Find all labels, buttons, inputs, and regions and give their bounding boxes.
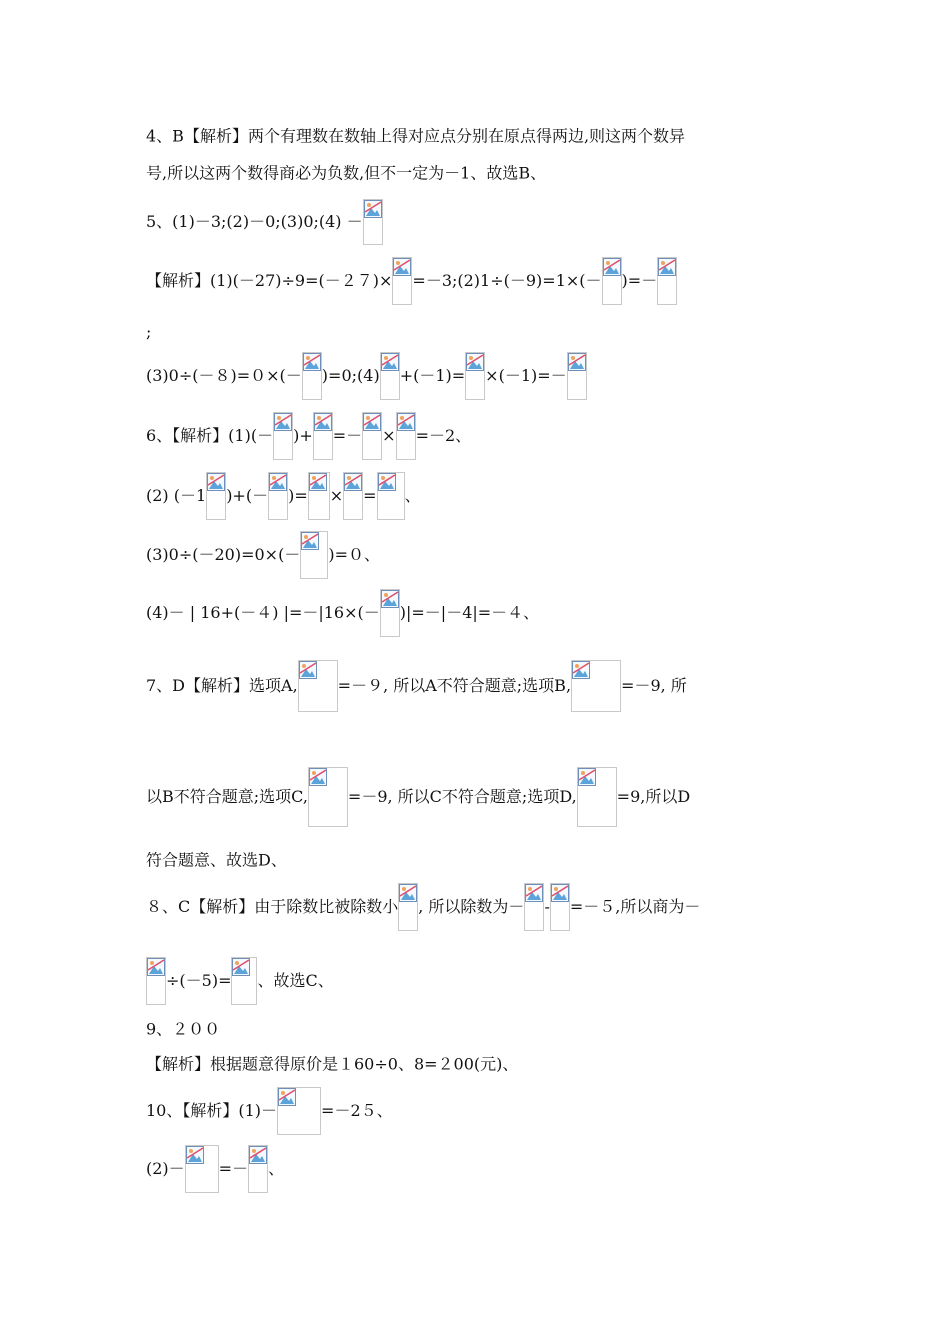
broken-image-icon	[392, 257, 412, 305]
broken-image-icon	[248, 1145, 268, 1193]
text-run: )=0;(4)	[321, 366, 380, 385]
text-run: =	[363, 486, 377, 505]
broken-image-icon	[362, 412, 382, 460]
text-line	[146, 322, 151, 343]
broken-image-icon	[308, 472, 330, 520]
text-run: ×	[382, 426, 396, 445]
broken-image-icon	[465, 352, 485, 400]
text-run: ÷(－5)=	[166, 971, 232, 990]
text-run: , 所以除数为－	[418, 897, 525, 916]
broken-image-icon	[550, 883, 570, 931]
text-run: 6、【解析】(1)(－	[146, 426, 274, 445]
broken-image-icon	[185, 1145, 219, 1193]
broken-image-icon	[602, 257, 622, 305]
text-line	[146, 352, 587, 400]
text-line	[146, 1087, 393, 1135]
text-line	[146, 957, 334, 1005]
broken-image-icon	[363, 199, 383, 245]
text-run: (2)－	[146, 1159, 185, 1178]
text-run: =－５,所以商为－	[569, 897, 701, 916]
broken-image-icon	[396, 412, 416, 460]
text-line	[146, 257, 677, 305]
text-run: +(－1)=	[399, 366, 466, 385]
text-line	[146, 883, 700, 931]
text-line	[146, 163, 546, 184]
text-run: (4)－ | 16+(－４) |=－|16×(－	[146, 603, 380, 622]
text-run: )=	[288, 486, 308, 505]
broken-image-icon	[380, 352, 400, 400]
text-line	[146, 850, 287, 871]
text-run: 【解析】根据题意得原价是１60÷0、8=２00(元)、	[146, 1054, 519, 1074]
text-line	[146, 199, 383, 245]
broken-image-icon	[273, 412, 293, 460]
text-run: =－2、	[415, 426, 472, 445]
broken-image-icon	[146, 957, 166, 1005]
text-run: 、	[268, 1159, 285, 1178]
text-run: 、故选C、	[257, 971, 334, 990]
broken-image-icon	[302, 352, 322, 400]
text-run: 4、B【解析】两个有理数在数轴上得对应点分别在原点得两边,则这两个数异	[146, 126, 686, 146]
text-run: 9、２００	[146, 1019, 221, 1039]
text-run: 【解析】(1)(－27)÷9=(－２７)×	[146, 271, 393, 290]
broken-image-icon	[524, 883, 544, 931]
text-line	[146, 1054, 518, 1075]
text-line	[146, 660, 687, 712]
text-run: ;	[146, 322, 152, 342]
text-run: (2) (－1	[146, 486, 207, 505]
text-run: 号,所以这两个数得商必为负数,但不一定为－1、故选B、	[146, 163, 547, 183]
broken-image-icon	[571, 660, 621, 712]
text-run: 、	[404, 486, 421, 505]
text-line	[146, 589, 539, 637]
broken-image-icon	[277, 1087, 321, 1135]
text-run: 10、【解析】(1)－	[146, 1101, 278, 1120]
text-run: =－2５、	[321, 1101, 393, 1120]
text-run: =－９, 所以A不符合题意;选项B,	[337, 676, 572, 695]
text-line	[146, 1019, 220, 1040]
text-run: (3)0÷(－８)=０×(－	[146, 366, 302, 385]
broken-image-icon	[377, 472, 405, 520]
text-run: 7、D【解析】选项A,	[146, 676, 298, 695]
text-run: 5、(1)－3;(2)－0;(3)0;(4) －	[146, 212, 363, 231]
broken-image-icon	[206, 472, 226, 520]
text-line	[146, 472, 421, 520]
broken-image-icon	[567, 352, 587, 400]
text-run: =－3;(2)1÷(－9)=1×(－	[412, 271, 602, 290]
text-run: =－	[332, 426, 363, 445]
text-run: (3)0÷(－20)=0×(－	[146, 545, 301, 564]
broken-image-icon	[268, 472, 288, 520]
text-run: =－9, 所以C不符合题意;选项D,	[347, 787, 577, 806]
broken-image-icon	[398, 883, 418, 931]
text-line	[146, 1145, 284, 1193]
text-run: 符合题意、故选D、	[146, 850, 287, 870]
broken-image-icon	[313, 412, 333, 460]
broken-image-icon	[300, 531, 328, 579]
text-line	[146, 531, 380, 579]
text-run: ８、C【解析】由于除数比被除数小	[146, 897, 399, 916]
broken-image-icon	[308, 767, 348, 827]
text-run: 以B不符合题意;选项C,	[146, 787, 308, 806]
text-run: )=０、	[328, 545, 380, 564]
text-line	[146, 412, 471, 460]
broken-image-icon	[343, 472, 363, 520]
broken-image-icon	[231, 957, 257, 1005]
text-run: )+	[293, 426, 313, 445]
broken-image-icon	[577, 767, 617, 827]
text-run: =9,所以D	[616, 787, 691, 806]
text-run: )|=－|－4|=－４、	[399, 603, 540, 622]
text-run: ×(－1)=－	[485, 366, 567, 385]
broken-image-icon	[657, 257, 677, 305]
text-line	[146, 126, 685, 147]
text-run: )+(－	[226, 486, 269, 505]
broken-image-icon	[380, 589, 400, 637]
broken-image-icon	[298, 660, 338, 712]
text-run: )=－	[621, 271, 658, 290]
text-run: =－	[218, 1159, 249, 1178]
text-line	[146, 767, 690, 827]
text-run: -	[544, 897, 550, 916]
text-run: =－9, 所	[621, 676, 687, 695]
text-run: ×	[329, 486, 344, 505]
